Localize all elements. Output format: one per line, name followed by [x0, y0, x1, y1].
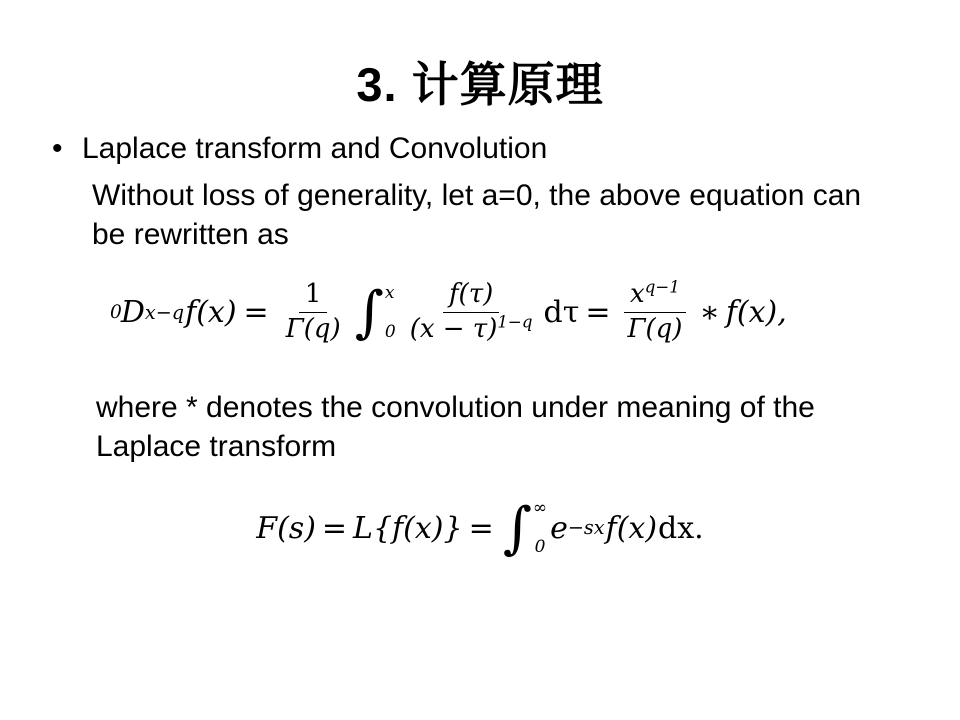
- eq1-convolution-operator: ∗: [699, 295, 720, 331]
- eq1-frac1-numerator: 1: [299, 280, 328, 313]
- eq2-integral-lower: 0: [534, 537, 546, 558]
- page-title: 3. 计算原理: [356, 58, 604, 111]
- eq1-result: f(x),: [725, 295, 787, 331]
- eq1-integral-icon: [354, 280, 396, 346]
- eq1-frac1-denominator: Γ(q): [285, 314, 341, 345]
- eq2-transform-argument: {f(x)}: [372, 510, 463, 546]
- eq1-integral-lower: 0: [384, 321, 396, 342]
- eq1-fraction-3: [621, 277, 688, 345]
- eq2-differential: dx.: [658, 510, 704, 546]
- equation-block-2: [52, 495, 908, 572]
- eq1-frac2-den-exponent: 1−q: [497, 312, 533, 332]
- eq2-lhs: F(s): [256, 510, 316, 546]
- equation-2: F(s) = L {f(x)} = ∫ ∞ 0 e −sx f(x) dx.: [256, 495, 704, 561]
- equation-block-1: [52, 277, 908, 366]
- eq1-fraction-1: [280, 280, 347, 345]
- integral-sign-icon: ∫: [502, 495, 532, 561]
- eq1-frac2-numerator: f(τ): [443, 280, 499, 313]
- eq2-equals-2: =: [468, 510, 494, 546]
- eq1-frac2-den-base: (x − τ): [409, 314, 498, 345]
- list-item: [52, 130, 908, 168]
- eq2-exponential-base: e: [550, 510, 568, 546]
- eq2-integral-limits: [533, 500, 547, 556]
- eq1-frac3-denominator: Γ(q): [627, 314, 683, 345]
- eq1-frac3-numerator: [624, 277, 686, 313]
- eq1-operator: D: [120, 295, 145, 331]
- integral-sign-icon: ∫: [354, 280, 384, 346]
- bullet-marker-icon: •: [52, 132, 63, 166]
- paragraph-convolution-note: where * denotes the convolution under meaning of the Laplace transform: [96, 391, 815, 464]
- eq1-frac3-num-base: x: [630, 279, 645, 310]
- bullet-text-laplace: Laplace transform and Convolution: [82, 132, 548, 166]
- eq1-equals-1: =: [243, 295, 269, 331]
- slide-body: [0, 112, 960, 572]
- eq2-integral-icon: [502, 495, 548, 561]
- eq2-transform-symbol: L: [353, 510, 373, 546]
- eq1-differential: dτ: [543, 295, 580, 331]
- eq2-equals-1: =: [321, 510, 348, 546]
- eq1-function: f(x): [185, 295, 237, 331]
- eq1-integral-limits: [384, 282, 396, 342]
- eq2-integral-upper: ∞: [532, 498, 548, 519]
- eq1-equals-2: =: [585, 295, 611, 331]
- equation-1: 0 D x −q f(x) = $\frac{1}{\Gamma(q)}$ ∫ x 0 $\frac{f(\tau)}{(x - \tau)^{1-q}}$ dτ = $\frac{x^{q-1}}{\Gamma(q)}$ ∗ f(x),: [110, 277, 787, 346]
- paragraph-generality: Without loss of generality, let a=0, the above equation can be rewritten as: [92, 179, 862, 252]
- eq1-frac2-denominator: [404, 313, 539, 345]
- eq1-fraction-2: [404, 280, 539, 345]
- eq1-frac3-num-exponent: q−1: [644, 277, 680, 297]
- eq2-function: f(x): [605, 510, 658, 546]
- eq1-integral-upper: x: [384, 282, 395, 303]
